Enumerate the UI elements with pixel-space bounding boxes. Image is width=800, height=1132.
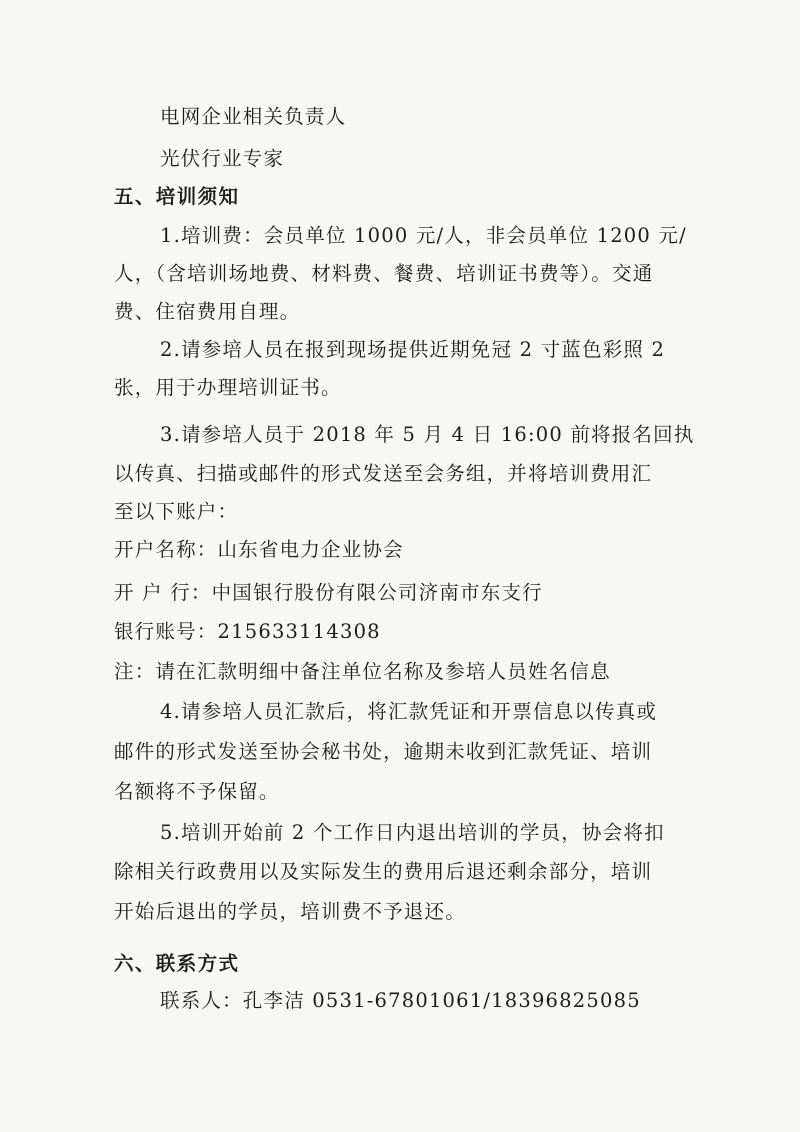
photo-paragraph-line-1: 2.请参培人员在报到现场提供近期免冠 2 寸蓝色彩照 2 <box>160 338 666 361</box>
account-number-value: 215633114308 <box>217 620 381 643</box>
section-heading-training-notice: 五、培训须知 <box>114 185 240 208</box>
remittance-note: 注：请在汇款明细中备注单位名称及参培人员姓名信息 <box>114 660 611 683</box>
registration-paragraph-line-2: 以传真、扫描或邮件的形式发送至会务组，并将培训费用汇 <box>114 462 653 485</box>
attendee-type-grid-leaders: 电网企业相关负责人 <box>160 105 347 128</box>
photo-paragraph-line-2: 张，用于办理培训证书。 <box>114 376 342 399</box>
account-name-row <box>114 534 404 562</box>
attendee-type-pv-experts: 光伏行业专家 <box>160 147 285 170</box>
account-name-value: 山东省电力企业协会 <box>217 538 404 561</box>
registration-paragraph-line-3: 至以下账户： <box>114 500 239 523</box>
fee-paragraph-line-3: 费、住宿费用自理。 <box>114 300 301 323</box>
account-number-label: 银行账号： <box>114 620 218 643</box>
fee-paragraph-line-2: 人，（含培训场地费、材料费、餐费、培训证书费等）。交通 <box>114 262 654 285</box>
section-heading-contact: 六、联系方式 <box>114 952 240 975</box>
registration-paragraph-line-1: 3.请参培人员于 2018 年 5 月 4 日 16:00 前将报名回执 <box>160 423 695 446</box>
refund-paragraph-line-1: 5.培训开始前 2 个工作日内退出培训的学员，协会将扣 <box>160 821 665 844</box>
account-number-row <box>114 616 381 644</box>
bank-label: 开 户 行： <box>114 581 212 604</box>
invoice-paragraph-line-2: 邮件的形式发送至协会秘书处，逾期未收到汇款凭证、培训 <box>114 740 653 763</box>
fee-paragraph-line-1: 1.培训费：会员单位 1000 元/人，非会员单位 1200 元/ <box>160 224 687 247</box>
contact-person-line: 联系人：孔李洁 0531-67801061/18396825085 <box>160 989 641 1012</box>
refund-paragraph-line-2: 除相关行政费用以及实际发生的费用后退还剩余部分，培训 <box>114 860 653 883</box>
account-name-label: 开户名称： <box>114 538 218 561</box>
bank-value: 中国银行股份有限公司济南市东支行 <box>211 581 543 604</box>
refund-paragraph-line-3: 开始后退出的学员，培训费不予退还。 <box>114 900 466 923</box>
invoice-paragraph-line-1: 4.请参培人员汇款后，将汇款凭证和开票信息以传真或 <box>160 700 658 723</box>
bank-row <box>114 577 543 605</box>
invoice-paragraph-line-3: 名额将不予保留。 <box>114 780 280 803</box>
